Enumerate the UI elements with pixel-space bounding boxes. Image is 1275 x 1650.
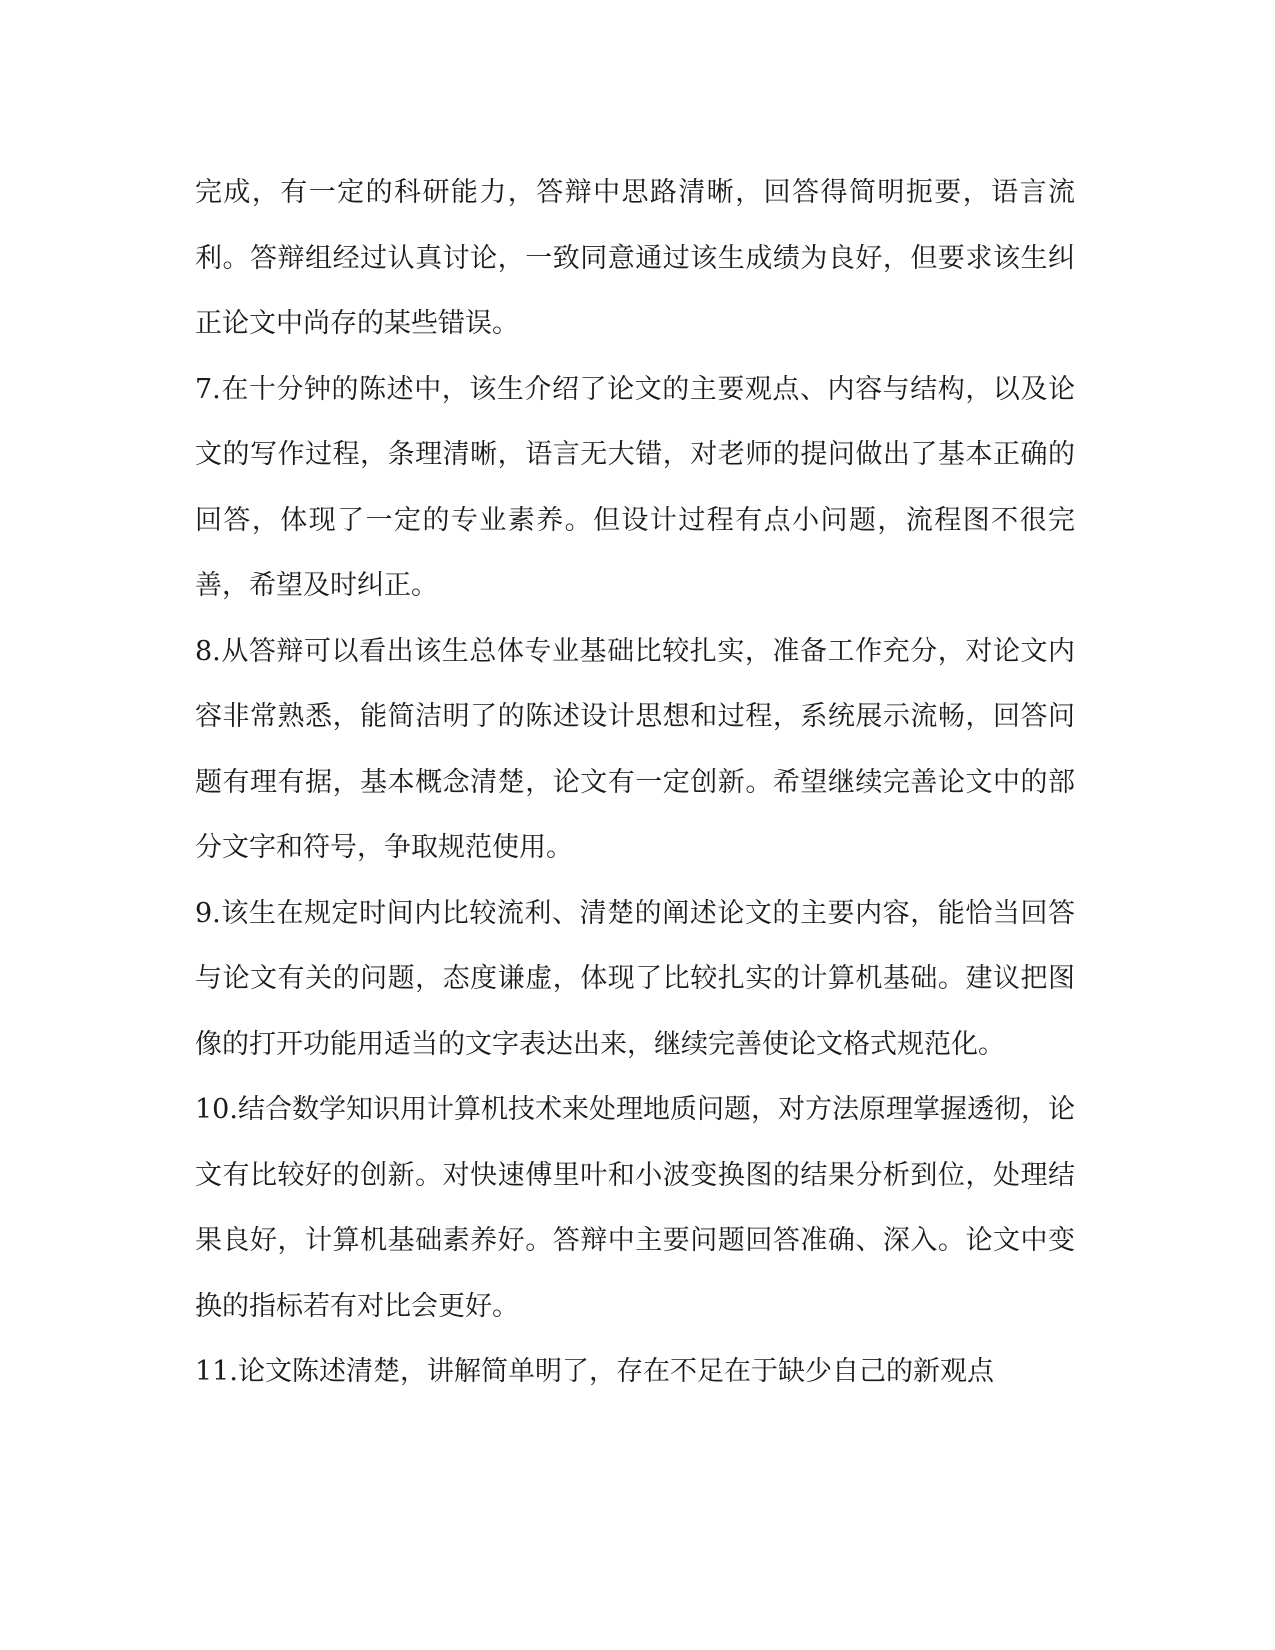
paragraph-item-9: 9.该生在规定时间内比较流利、清楚的阐述论文的主要内容，能恰当回答与论文有关的问题，态度谦虚，体现了比较扎实的计算机基础。建议把图像的打开功能用适当的文字表达出来，继续完善使论文格式规范化。 bbox=[195, 897, 1075, 1060]
paragraph-continued: 完成，有一定的科研能力，答辩中思路清晰，回答得简明扼要，语言流利。答辩组经过认真讨论，一致同意通过该生成绩为良好，但要求该生纠正论文中尚存的某些错误。 bbox=[195, 177, 1075, 339]
paragraph-item-8: 8.从答辩可以看出该生总体专业基础比较扎实，准备工作充分，对论文内容非常熟悉，能简洁明了的陈述设计思想和过程，系统展示流畅，回答问题有理有据，基本概念清楚，论文有一定创新。希望继续完善论文中的部分文字和符号，争取规范使用。 bbox=[195, 635, 1075, 863]
paragraph-item-11: 11.论文陈述清楚，讲解简单明了，存在不足在于缺少自己的新观点 bbox=[195, 1356, 994, 1387]
paragraph-item-7: 7.在十分钟的陈述中，该生介绍了论文的主要观点、内容与结构，以及论文的写作过程，条理清晰，语言无大错，对老师的提问做出了基本正确的回答，体现了一定的专业素养。但设计过程有点小问题，流程图不很完善，希望及时纠正。 bbox=[195, 373, 1075, 601]
document-body bbox=[195, 160, 1075, 1405]
paragraph-item-10: 10.结合数学知识用计算机技术来处理地质问题，对方法原理掌握透彻，论文有比较好的创新。对快速傅里叶和小波变换图的结果分析到位，处理结果良好，计算机基础素养好。答辩中主要问题回答准确、深入。论文中变换的指标若有对比会更好。 bbox=[195, 1094, 1075, 1322]
